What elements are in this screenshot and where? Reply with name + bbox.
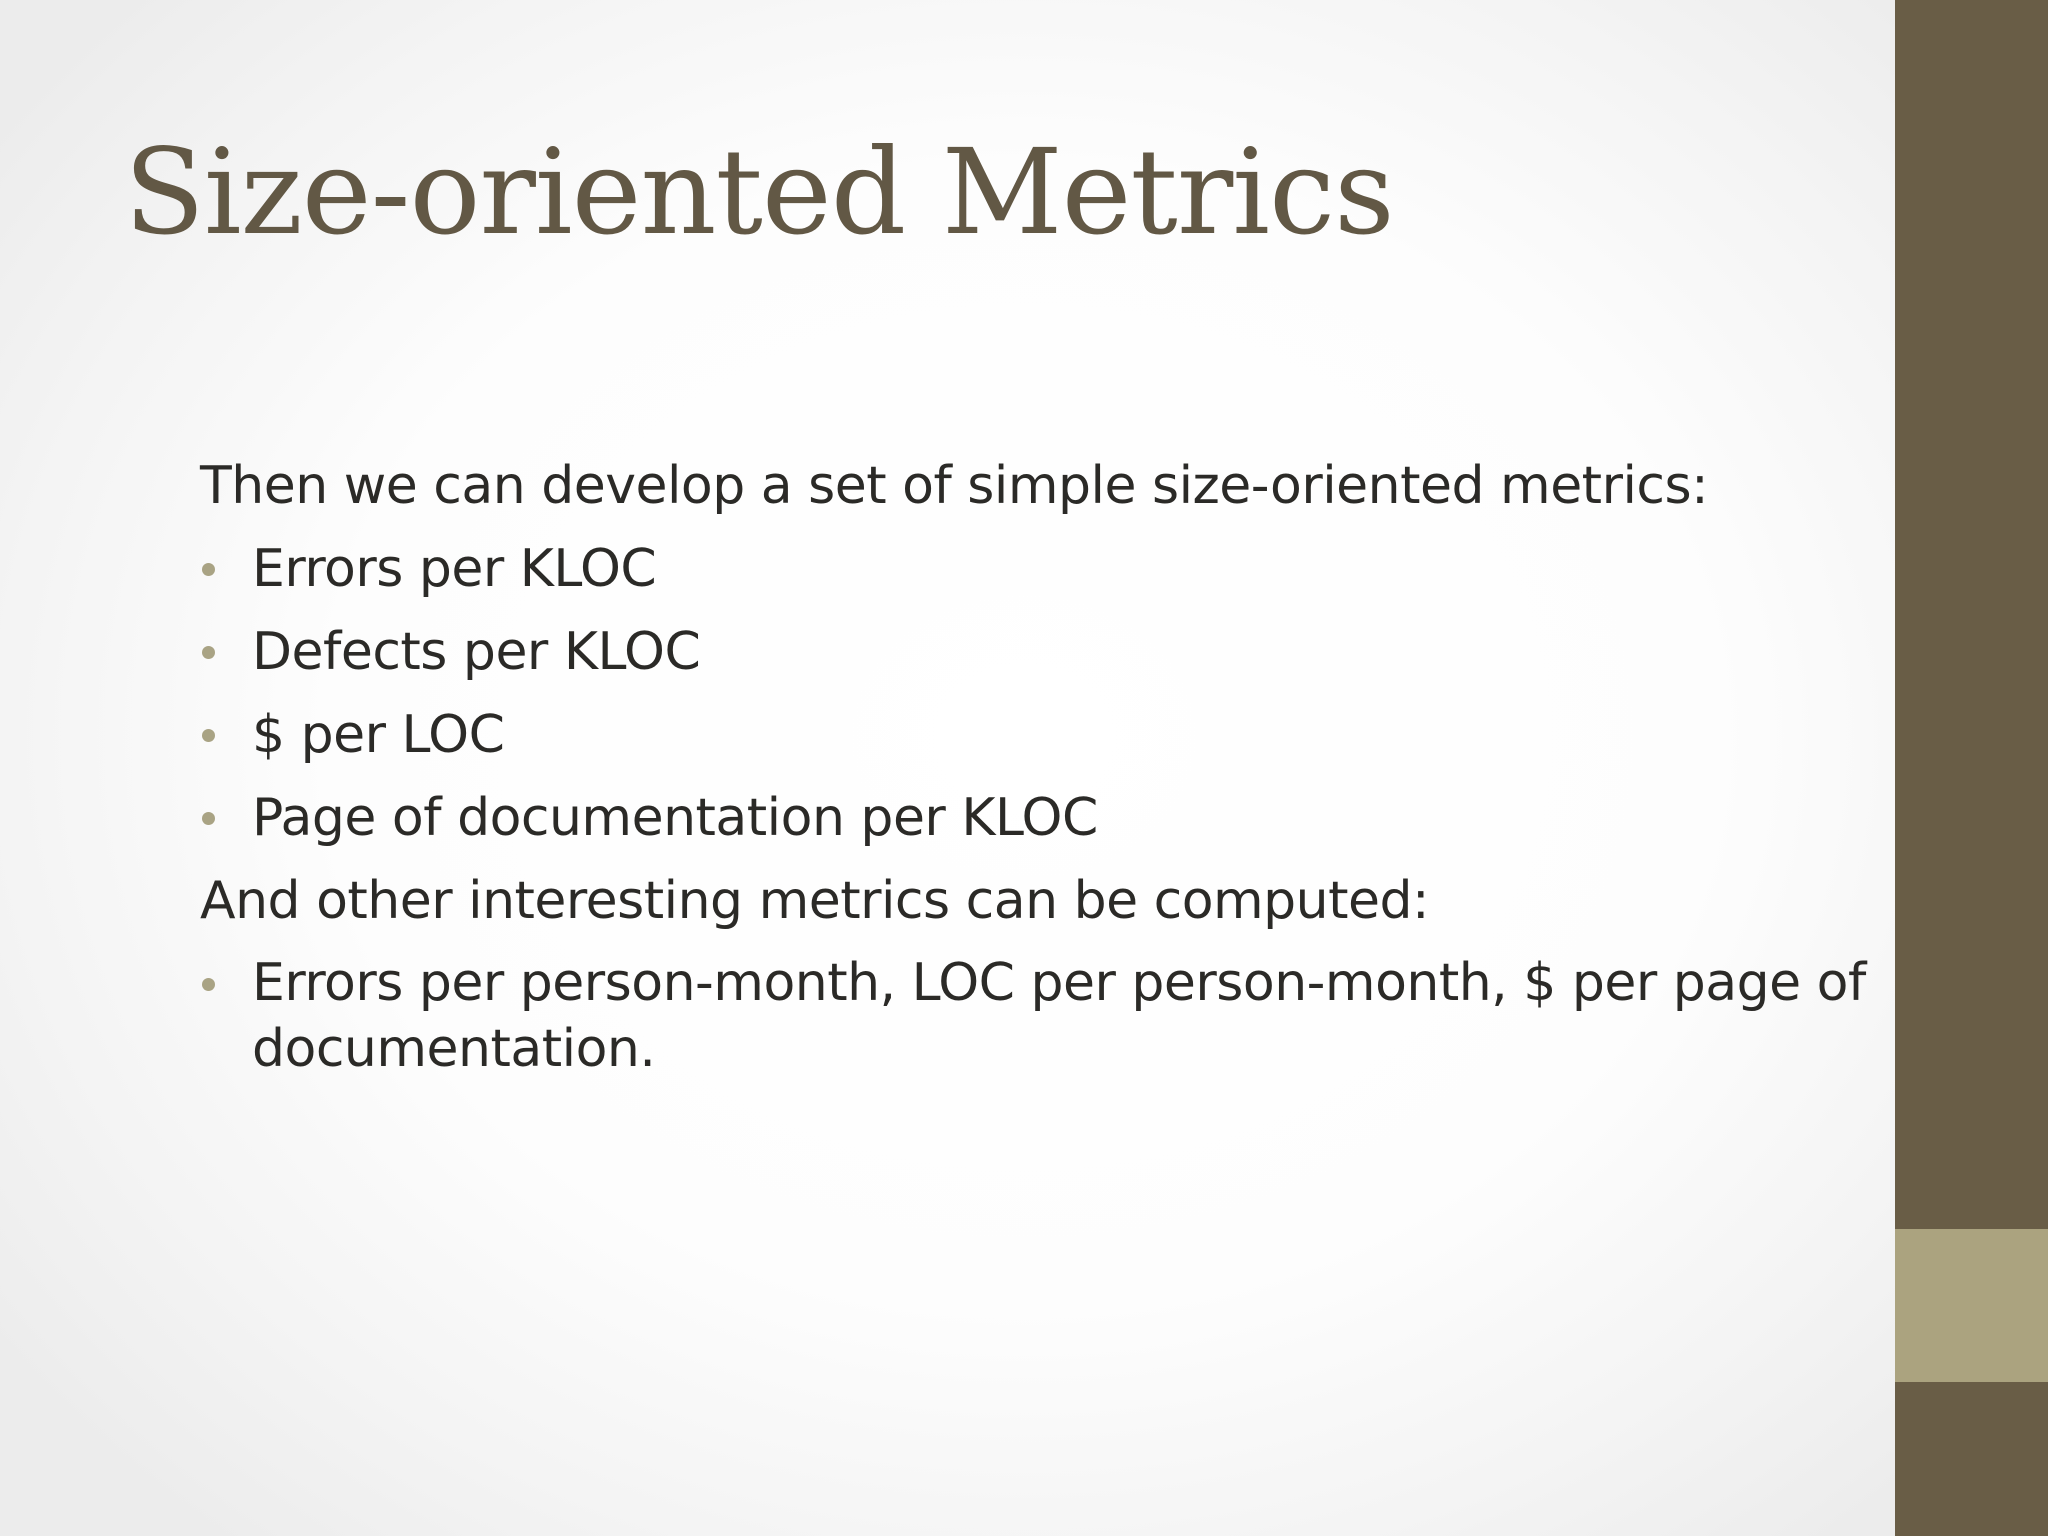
list-item (200, 618, 1880, 701)
bullet-dot-icon (202, 646, 215, 659)
bullet-dot-icon (202, 978, 215, 991)
list-item (200, 784, 1880, 867)
intro-text: Then we can develop a set of simple size-oriented metrics: (200, 456, 1709, 516)
list-item-text: Errors per person-month, LOC per person-month, $ per page of documentation. (252, 953, 1866, 1079)
list-item-text: Page of documentation per KLOC (252, 788, 1098, 848)
list-item (200, 535, 1880, 618)
slide-title: Size-oriented Metrics (124, 123, 1394, 261)
metrics-list (200, 535, 1880, 867)
bullet-dot-icon (202, 729, 215, 742)
bullet-dot-icon (202, 563, 215, 576)
list-item (200, 950, 1892, 1082)
slide-body (200, 452, 1880, 1082)
list-item-text: Errors per KLOC (252, 539, 657, 599)
list-item-text: $ per LOC (252, 705, 505, 765)
outro-text: And other interesting metrics can be computed: (200, 871, 1430, 931)
bullet-dot-icon (202, 812, 215, 825)
sidebar-accent-block (1895, 1229, 2048, 1382)
computed-metrics-list (200, 950, 1880, 1082)
list-item (200, 701, 1880, 784)
list-item-text: Defects per KLOC (252, 622, 701, 682)
